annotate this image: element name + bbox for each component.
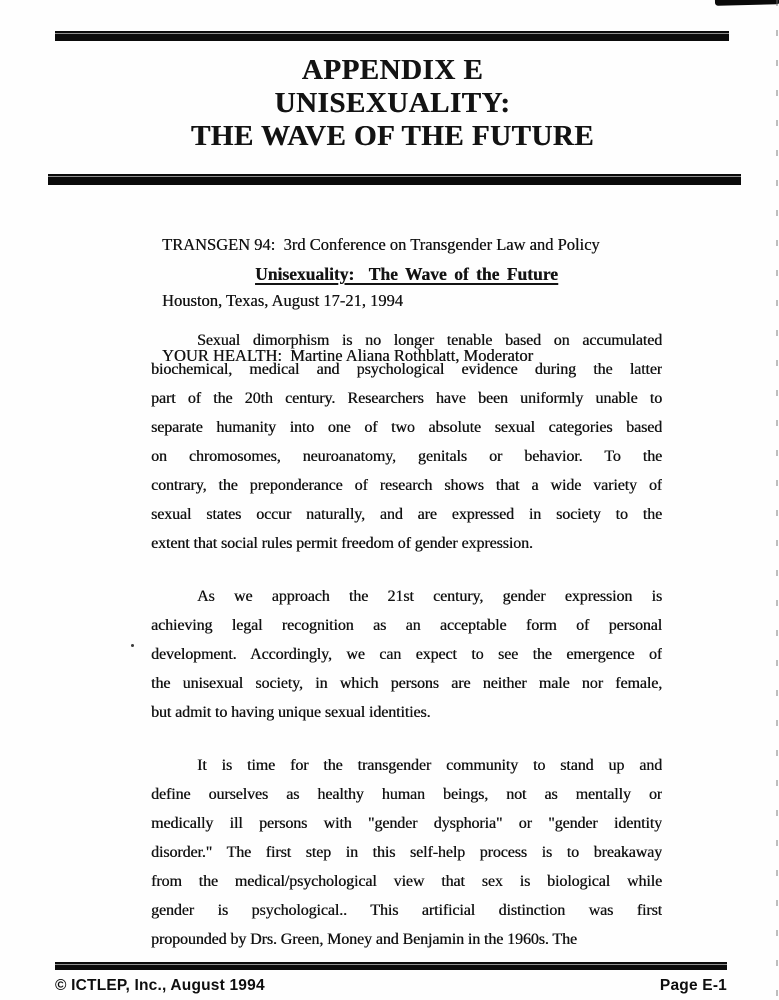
copyright-text: © ICTLEP, Inc., August 1994 [55, 977, 265, 994]
title-line-appendix: APPENDIX E [301, 54, 484, 86]
paragraph [151, 582, 662, 727]
section-heading [151, 264, 662, 285]
body-line: development. Accordingly, we can expect to see the emergence of [151, 646, 662, 663]
conference-line: TRANSGEN 94: 3rd Conference on Transgender Law and Policy [162, 235, 600, 254]
body-line: extent that social rules permit freedom of gender expression. [151, 535, 533, 552]
body-line: part of the 20th century. Researchers have been uniformly unable to [151, 390, 662, 407]
body-line: but admit to having unique sexual identities. [151, 704, 431, 721]
moderator-line: YOUR HEALTH: Martine Aliana Rothblatt, Moderator [162, 346, 534, 365]
scan-smudge-top-right [715, 0, 779, 6]
top-rule [55, 31, 729, 41]
title-line-wave: THE WAVE OF THE FUTURE [190, 120, 595, 152]
page-footer [55, 977, 727, 995]
body-line: from the medical/psychological view that sex is biological while [151, 873, 662, 890]
paragraph [151, 326, 662, 558]
section-heading-text: Unisexuality: The Wave of the Future [255, 264, 558, 284]
body-text [151, 326, 662, 954]
body-line: biochemical, medical and psychological evidence during the latter [151, 361, 662, 378]
paragraph [151, 751, 662, 954]
body-line: It is time for the transgender community to stand up and [197, 757, 662, 774]
body-line: Sexual dimorphism is no longer tenable based on accumulated [197, 332, 662, 349]
scan-stray-dot [131, 644, 134, 647]
body-line: on chromosomes, neuroanatomy, genitals or behavior. To the [151, 448, 662, 465]
footer-rule [55, 962, 727, 970]
body-line: gender is psychological.. This artificial distinction was first [151, 902, 662, 919]
page-title [55, 54, 730, 153]
scan-edge-marks [776, 0, 778, 1000]
body-line: the unisexual society, in which persons are neither male nor female, [151, 675, 662, 692]
mid-rule [48, 174, 741, 185]
body-line: medically ill persons with "gender dysphoria" or "gender identity [151, 815, 662, 832]
body-line: achieving legal recognition as an acceptable form of personal [151, 617, 662, 634]
title-line-unisexuality: UNISEXUALITY: [274, 87, 511, 119]
body-line: define ourselves as healthy human beings, not as mentally or [151, 786, 662, 803]
body-line: As we approach the 21st century, gender expression is [197, 588, 662, 605]
body-line: separate humanity into one of two absolute sexual categories based [151, 419, 662, 436]
location-line: Houston, Texas, August 17-21, 1994 [162, 290, 403, 310]
page-number: Page E-1 [659, 977, 727, 994]
body-line: contrary, the preponderance of research shows that a wide variety of [151, 477, 662, 494]
body-line: disorder." The first step in this self-help process is to breakaway [151, 844, 662, 861]
body-line: propounded by Drs. Green, Money and Benjamin in the 1960s. The [151, 931, 577, 948]
body-line: sexual states occur naturally, and are expressed in society to the [151, 506, 662, 523]
